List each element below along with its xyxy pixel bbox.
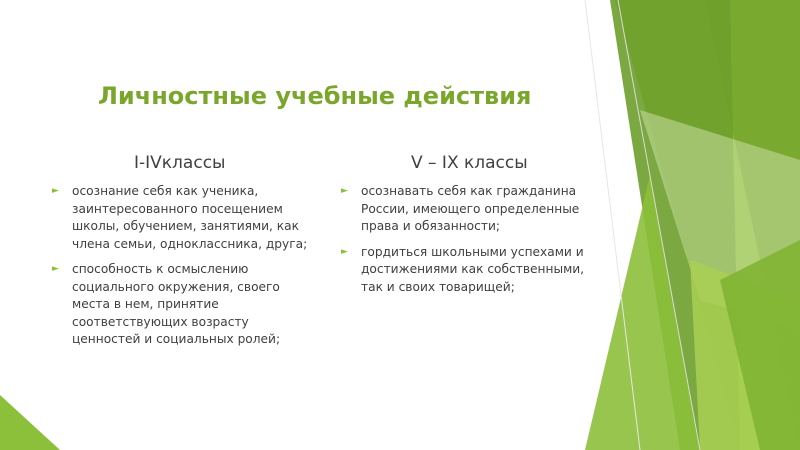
bullet-item	[52, 261, 310, 349]
bullet-text: осознание себя как ученика, заинтересованного посещением школы, обучением, занятиями, как члена семьи, одноклассника, друга;	[72, 184, 308, 251]
bullet-list-grades-1-4	[52, 183, 310, 357]
triangle-right-icon: ►	[341, 246, 348, 257]
bullet-text: осознавать себя как гражданина России, имеющего определенные права и обязанности;	[361, 184, 580, 233]
column-heading-grades-5-9: V – IX классы	[411, 153, 528, 173]
bullet-text: гордиться школьными успехами и достижениями как собственными, так и своих товарищей;	[361, 244, 585, 294]
bullet-text: способность к осмыслению социального окружения, своего места в нем, принятие соответствующих возрасту ценностей и социальных ролей;	[72, 262, 281, 346]
decor-shape	[0, 395, 60, 450]
bullet-item	[52, 183, 310, 253]
column-heading-grades-1-4: I-IVклассы	[134, 153, 226, 173]
bullet-item	[341, 244, 609, 297]
triangle-right-icon: ►	[52, 186, 59, 196]
slide-title: Личностные учебные действия	[98, 82, 532, 110]
bullet-list-grades-5-9	[341, 183, 609, 304]
triangle-right-icon: ►	[341, 186, 348, 196]
bullet-item	[341, 183, 609, 236]
triangle-right-icon: ►	[52, 264, 59, 274]
